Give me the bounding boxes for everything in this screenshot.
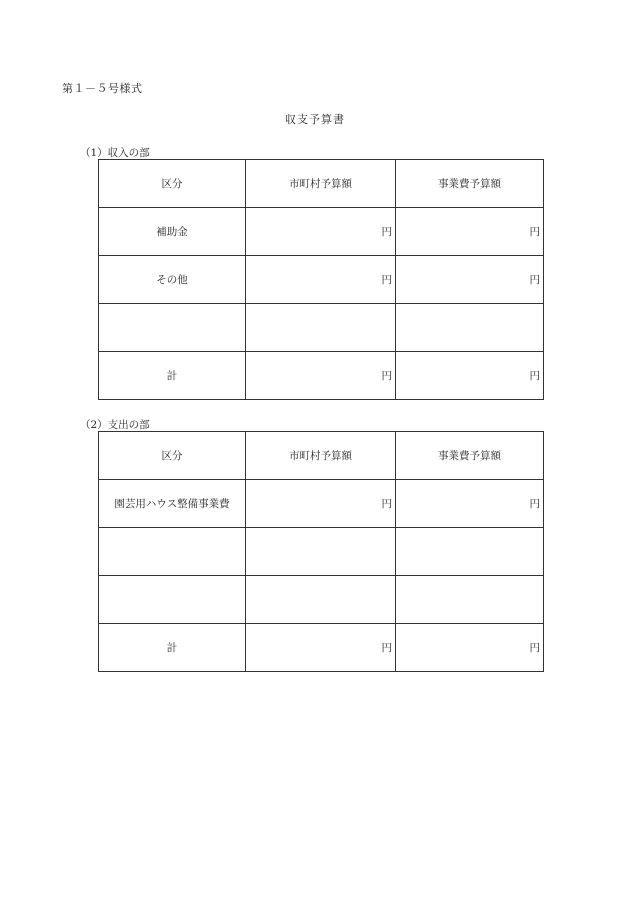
income-row-category[interactable] (99, 304, 246, 352)
expense-row-category: 園芸用ハウス整備事業費 (99, 480, 246, 528)
income-row-category: その他 (99, 256, 246, 304)
expense-row-blank (99, 576, 544, 624)
income-header-category: 区分 (99, 160, 246, 208)
income-municipal-amount-cell[interactable] (246, 352, 396, 400)
income-row-total (99, 352, 544, 400)
expense-municipal-amount-cell[interactable] (246, 528, 396, 576)
expense-project-amount-cell[interactable] (396, 528, 544, 576)
expense-project-amount-cell[interactable] (396, 624, 544, 672)
expense-row-blank (99, 528, 544, 576)
yen-unit: 円 (529, 642, 540, 654)
yen-unit: 円 (381, 642, 392, 654)
income-header-municipal-budget: 市町村予算額 (246, 160, 396, 208)
income-project-amount-cell[interactable] (396, 352, 544, 400)
expense-municipal-amount-cell[interactable] (246, 624, 396, 672)
document-title: 収支予算書 (285, 113, 345, 126)
yen-unit: 円 (529, 274, 540, 286)
expense-row-category[interactable] (99, 528, 246, 576)
expense-row-category: 計 (99, 624, 246, 672)
expense-row-category[interactable] (99, 576, 246, 624)
yen-unit: 円 (381, 498, 392, 510)
expense-header-municipal-budget: 市町村予算額 (246, 432, 396, 480)
expense-municipal-amount-cell[interactable] (246, 480, 396, 528)
yen-unit: 円 (529, 498, 540, 510)
income-municipal-amount-cell[interactable] (246, 304, 396, 352)
expense-municipal-amount-cell[interactable] (246, 576, 396, 624)
form-number: 第１－５号様式 (62, 82, 143, 95)
income-row-subsidy (99, 208, 544, 256)
expense-row-total (99, 624, 544, 672)
expense-section-title: （2）支出の部 (80, 419, 150, 431)
income-municipal-amount-cell[interactable] (246, 208, 396, 256)
expense-project-amount-cell[interactable] (396, 576, 544, 624)
yen-unit: 円 (529, 226, 540, 238)
income-table (98, 159, 544, 400)
income-row-blank (99, 304, 544, 352)
expense-row-greenhouse (99, 480, 544, 528)
income-header-row (99, 160, 544, 208)
expense-header-project-budget: 事業費予算額 (396, 432, 544, 480)
income-municipal-amount-cell[interactable] (246, 256, 396, 304)
income-row-other (99, 256, 544, 304)
expense-header-category: 区分 (99, 432, 246, 480)
income-project-amount-cell[interactable] (396, 304, 544, 352)
income-project-amount-cell[interactable] (396, 208, 544, 256)
expense-header-row (99, 432, 544, 480)
yen-unit: 円 (529, 370, 540, 382)
yen-unit: 円 (381, 226, 392, 238)
yen-unit: 円 (381, 370, 392, 382)
income-row-category: 補助金 (99, 208, 246, 256)
expense-table (98, 431, 544, 672)
income-project-amount-cell[interactable] (396, 256, 544, 304)
expense-project-amount-cell[interactable] (396, 480, 544, 528)
income-row-category: 計 (99, 352, 246, 400)
yen-unit: 円 (381, 274, 392, 286)
income-header-project-budget: 事業費予算額 (396, 160, 544, 208)
income-section-title: （1）収入の部 (80, 147, 150, 159)
